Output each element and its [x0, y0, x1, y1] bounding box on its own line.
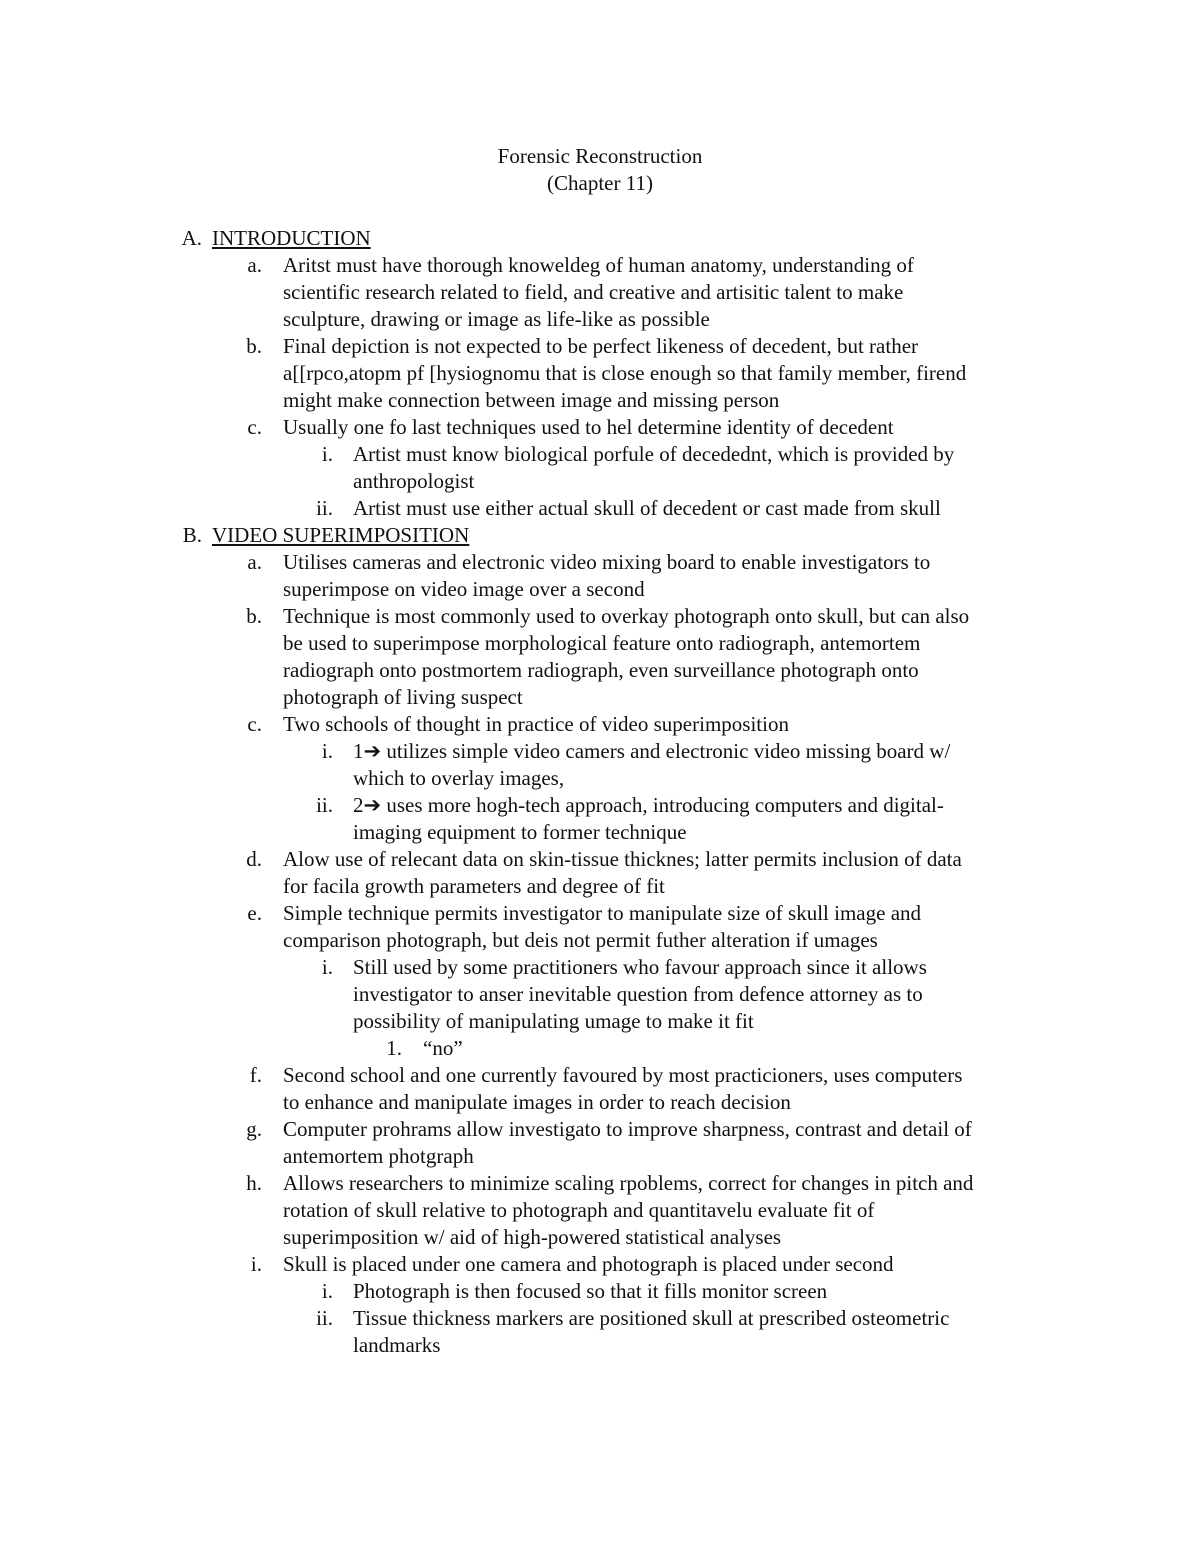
list-item-marker: b.: [246, 334, 262, 358]
list-item-text: Alow use of relecant data on skin-tissue thicknes; latter permits inclusion of data: [283, 847, 962, 871]
subitem-text: investigator to anser inevitable question from defence attorney as to: [353, 982, 923, 1006]
section-heading: INTRODUCTION: [212, 226, 371, 250]
list-item-text: Simple technique permits investigator to manipulate size of skull image and: [283, 901, 922, 925]
list-item-text: Final depiction is not expected to be perfect likeness of decedent, but rather: [283, 334, 919, 358]
list-item-text: be used to superimpose morphological feature onto radiograph, antemortem: [283, 631, 921, 655]
subitem-marker: ii.: [316, 793, 333, 817]
subitem-marker: ii.: [316, 496, 333, 520]
list-item-text: Allows researchers to minimize scaling rpoblems, correct for changes in pitch and: [283, 1171, 974, 1195]
subsubitem-marker: 1.: [386, 1036, 402, 1060]
list-item-text: radiograph onto postmortem radiograph, even surveillance photograph onto: [283, 658, 919, 682]
list-item-marker: a.: [247, 550, 262, 574]
list-item-text: Technique is most commonly used to overkay photograph onto skull, but can also: [283, 604, 970, 628]
subitem-text: Artist must know biological porfule of decedednt, which is provided by: [353, 442, 955, 466]
list-item-text: for facila growth parameters and degree of fit: [283, 874, 665, 898]
list-item-marker: f.: [249, 1063, 262, 1087]
list-item-text: Aritst must have thorough knoweldeg of human anatomy, understanding of: [283, 253, 914, 277]
list-item-marker: a.: [247, 253, 262, 277]
subitem-marker: i.: [321, 442, 333, 466]
list-item-marker: c.: [247, 712, 262, 736]
document-title: Forensic Reconstruction: [497, 144, 703, 168]
subitem-text: Artist must use either actual skull of decedent or cast made from skull: [353, 496, 941, 520]
subitem-text: possibility of manipulating umage to make it fit: [353, 1009, 754, 1033]
list-item-text: to enhance and manipulate images in order to reach decision: [283, 1090, 791, 1114]
subitem-text: Photograph is then focused so that it fills monitor screen: [353, 1279, 828, 1303]
subitem-text: Still used by some practitioners who favour approach since it allows: [353, 955, 927, 979]
section-marker: A.: [181, 226, 202, 250]
document-subtitle: (Chapter 11): [547, 171, 653, 195]
list-item-text: Utilises cameras and electronic video mixing board to enable investigators to: [283, 550, 931, 574]
list-item-text: a[[rpco,atopm pf [hysiognomu that is close enough so that family member, firend: [283, 361, 967, 385]
list-item-text: Usually one fo last techniques used to hel determine identity of decedent: [283, 415, 894, 439]
subitem-text: imaging equipment to former technique: [353, 820, 687, 844]
subsubitem-text: “no”: [423, 1036, 463, 1060]
list-item-text: superimposition w/ aid of high-powered statistical analyses: [283, 1225, 782, 1249]
list-item-marker: c.: [247, 415, 262, 439]
list-item-marker: b.: [246, 604, 262, 628]
subitem-text: 2➔ uses more hogh-tech approach, introducing computers and digital-: [353, 793, 944, 817]
list-item-text: might make connection between image and missing person: [283, 388, 780, 412]
list-item-marker: g.: [246, 1117, 262, 1141]
list-item-text: sculpture, drawing or image as life-like as possible: [283, 307, 710, 331]
subitem-text: anthropologist: [353, 469, 475, 493]
list-item-marker: h.: [246, 1171, 262, 1195]
subitem-text: landmarks: [353, 1333, 441, 1357]
subitem-marker: i.: [321, 1279, 333, 1303]
list-item-marker: e.: [247, 901, 262, 925]
subitem-text: which to overlay images,: [353, 766, 565, 790]
section-marker: B.: [182, 523, 202, 547]
subitem-marker: i.: [321, 955, 333, 979]
subitem-text: 1➔ utilizes simple video camers and electronic video missing board w/: [353, 739, 951, 763]
subitem-marker: ii.: [316, 1306, 333, 1330]
list-item-text: rotation of skull relative to photograph and quantitavelu evaluate fit of: [283, 1198, 875, 1222]
subitem-marker: i.: [321, 739, 333, 763]
list-item-text: photograph of living suspect: [283, 685, 523, 709]
list-item-text: antemortem photgraph: [283, 1144, 474, 1168]
list-item-text: scientific research related to field, and creative and artisitic talent to make: [283, 280, 904, 304]
list-item-text: Second school and one currently favoured by most practicioners, uses computers: [283, 1063, 963, 1087]
list-item-text: superimpose on video image over a second: [283, 577, 645, 601]
list-item-text: Skull is placed under one camera and photograph is placed under second: [283, 1252, 894, 1276]
subitem-text: Tissue thickness markers are positioned skull at prescribed osteometric: [353, 1306, 950, 1330]
list-item-marker: i.: [250, 1252, 262, 1276]
section-heading: VIDEO SUPERIMPOSITION: [212, 523, 470, 547]
list-item-text: comparison photograph, but deis not permit futher alteration if umages: [283, 928, 878, 952]
list-item-marker: d.: [246, 847, 262, 871]
list-item-text: Two schools of thought in practice of video superimposition: [283, 712, 789, 736]
list-item-text: Computer prohrams allow investigato to improve sharpness, contrast and detail of: [283, 1117, 972, 1141]
